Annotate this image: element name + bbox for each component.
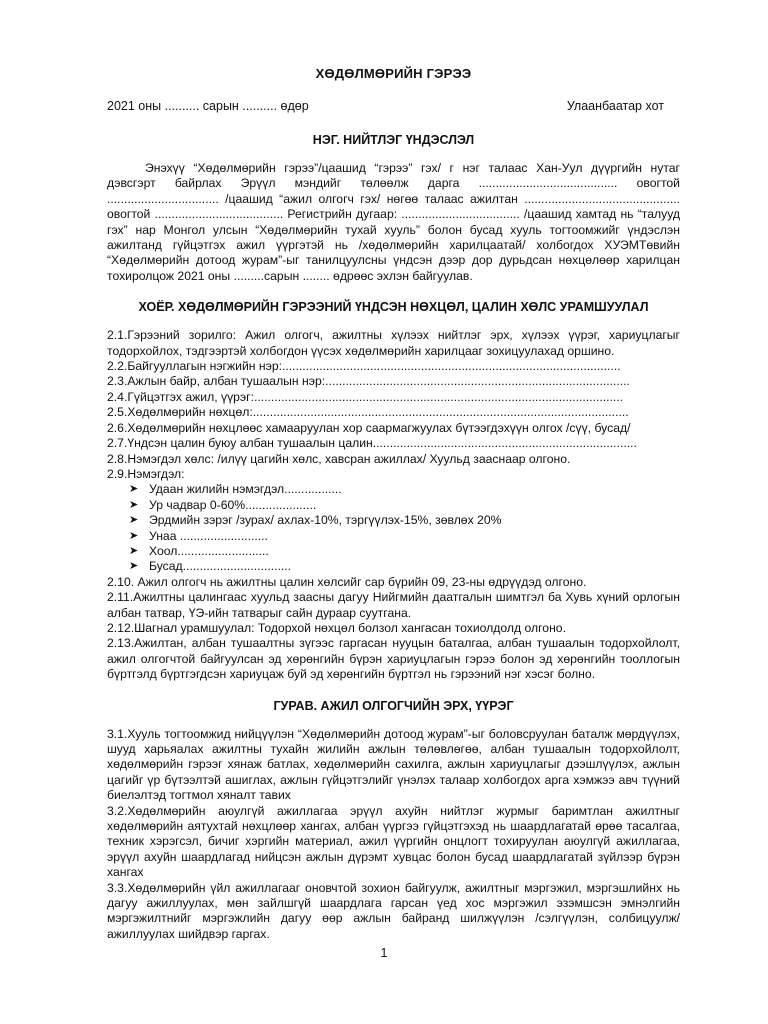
clause-2-11: 2.11.Ажилтны цалингаас хуульд заасны дагуу Нийгмийн даатгалын шимтгэл ба Хувь хүний орлогын албан татвар, ҮЭ-ийн татварыг сайн дураар суутгана. (107, 590, 680, 620)
arrow-bullet-icon: ➤ (129, 483, 139, 496)
section-3-heading: ГУРАВ. АЖИЛ ОЛГОГЧИЙН ЭРХ, ҮҮРЭГ (273, 698, 514, 713)
date-location-row (107, 99, 680, 113)
clause-2-13: 2.13.Ажилтан, албан тушаалтны зүгээс гаргасан нууцын баталгаа, албан тушаалын тодорхойлолт, ажил олгогчтой байгуулсан эд хөрөнгийн бүрэн хариуцлагын гэрээ болон эд хөрөнгийн тооллогын бүртгэлд бүртгэгдсэн хариуцаж буй эд хөрөнгийн бүртгэл нь гэрээний нэг хэсэг болно. (107, 636, 680, 682)
clause-2-7: 2.7.Үндсэн цалин буюу албан тушаалын цалин.............................................................................. (107, 436, 637, 451)
list-item: ➤ Удаан жилийн нэмэгдэл................. (129, 482, 342, 497)
clause-2-8: 2.8.Нэмэгдэл хөлс: /илүү цагийн хөлс, хавсран ажиллах/ Хуульд зааснаар олгоно. (107, 451, 571, 466)
list-item: ➤ Ур чадвар 0-60%..................... (129, 497, 317, 512)
arrow-bullet-icon: ➤ (129, 498, 139, 511)
clause-3-2: 3.2.Хөдөлмөрийн аюулгүй ажиллагаа эрүүл ахуйн нийтлэг журмыг баримтлан ажилтныг хөдөлмөрийн аятухтай нөхцлөөр хангах, албан үүргээ гүйцэтгэхэд нь шаардлагатай өрөө тасалгаа, техник хэрэгсэл, бичиг хэргийн материал, ажил үүргийн онцлогт тохируулан аюулгүй ажиллагаа, эрүүл ахуйн шаардлагад нийцсэн ажлын дүрэмт хувцас болон бусад шаардлагатай зүйлээр бүрэн хангах (107, 803, 680, 880)
list-item: ➤ Унаа .......................... (129, 528, 268, 543)
section-1-heading: НЭГ. НИЙТЛЭГ ҮНДЭСЛЭЛ (312, 133, 475, 147)
clause-2-9: 2.9.Нэмэгдэл: (107, 466, 185, 481)
section-3-body (107, 727, 680, 943)
clause-2-6: 2.6.Хөдөлмөрийн нөхцлөөс хамааруулан хор саармагжуулах бүтээгдэхүүн олгох /сүү, бусад/ (107, 420, 631, 435)
arrow-bullet-icon: ➤ (129, 560, 139, 573)
list-item: ➤ Бусад................................ (129, 559, 292, 574)
clause-2-1: 2.1.Гэрээний зорилго: Ажил олгогч, ажилтны хүлээх нийтлэг эрх, хүлээх үүрэг, хариуцлагыг тодорхойлох, тэдгээртэй холбогдон үүсэх хөдөлмөрийн харилцааг зохицуулахад оршино. (107, 328, 680, 358)
clause-3-3: 3.3.Хөдөлмөрийн үйл ажиллагааг оновчтой зохион байгуулж, ажилтныг мэргэжил, мэргэшлийнх нь дагуу ажиллуулах, мөн зайлшгүй шаардлага гарсан үед хос мэргэжил эзэмшсэн эмнэлгийн мэргэжилтнийг мэргэжлийн дагуу өөр ажлын байранд шилжүүлэн /сэлгүүлэн, солбицуулж/ ажиллуулах шийдвэр гаргах. (107, 880, 680, 941)
clause-2-10: 2.10. Ажил олгогч нь ажилтны цалин хөлсийг сар бүрийн 09, 23-ны өдрүүдэд олгоно. (107, 574, 587, 589)
arrow-bullet-icon: ➤ (129, 514, 139, 527)
list-item: ➤ Эрдмийн зэрэг /зурах/ ахлах-10%, тэргүүлэх-15%, зөвлөх 20% (129, 513, 502, 528)
clause-2-5: 2.5.Хөдөлмөрийн нөхцөл:............................................................................................................... (107, 405, 629, 420)
clause-2-3: 2.3.Ажлын байр, албан тушаалын нэр:.......................................................................................... (107, 374, 630, 389)
arrow-bullet-icon: ➤ (129, 529, 139, 542)
section-2-heading: ХОЁР. ХӨДӨЛМӨРИЙН ГЭРЭЭНИЙ ҮНДСЭН НӨХЦӨЛ, ЦАЛИН ХӨЛС УРАМШУУЛАЛ (138, 300, 649, 315)
document-title: ХӨДӨЛМӨРИЙН ГЭРЭЭ (315, 66, 472, 81)
allowance-list (107, 482, 680, 574)
arrow-bullet-icon: ➤ (129, 544, 139, 557)
page-number: 1 (380, 946, 388, 960)
clause-2-4: 2.4.Гүйцэтгэх ажил, үүрэг:............................................................................................................. (107, 389, 624, 404)
clause-3-1: 3.1.Хууль тогтоомжид нийцүүлэн “Хөдөлмөрийн дотоод журам”-ыг боловсруулан баталж мөрдүүлэх, шууд харьяалах ажилтны тухайн жилийн ажлын төлөвлөгөө, албан тушаалын тодорхойлолт, хөдөлмөрийн гэрээг хянаж батлах, хөдөлмөрийн сахилга, ажлын хариуцлагыг дээшлүүлэх, ажлын цагийг үр бүтээлтэй ашиглах, ажлын гүйцэтгэлийг үнэлэх талаар холбогдох арга хэмжээ авч түүний биелэлтэд тогтмол хяналт тавих (107, 726, 680, 803)
city-name: Улаанбаатар хот (566, 99, 664, 113)
clause-2-12: 2.12.Шагнал урамшуулал: Тодорхой нөхцөл болзол хангасан тохиолдолд олгоно. (107, 620, 566, 635)
section-1-text: Энэхүү “Хөдөлмөрийн гэрээ”/цаашид “гэрээ” гэх/ г нэг талаас Хан-Уул дүүргийн нутаг дэвсгэрт байрлах Эрүүл мэндийг төлөөлж дарга ......................................... овогтой ................................. /цаашид “ажил олгогч гэх/ нөгөө талаас ажилтан .............................................. овогтой ...................................... Регистрийн дугаар: ................................... /цаашид хамтад нь “талууд гэх” нар Монгол улсын “Хөдөлмөрийн тухай хууль” болон бусад хууль тогтоомжийг үндэслэн ажилтанд гүйцэтгэх ажил үүргэтэй нь /хөдөлмөрийн харилцаатай/ холбогдох ХУЭМТөвийн “Хөдөлмөрийн дотоод журам”-ыг танилцуулсны үндсэн дээр дор дурьдсан нөхцөлөөр харилцан тохиролцож 2021 оны .........сарын ........ өдрөөс эхлэн байгуулав. (107, 161, 680, 283)
section-2-body (107, 328, 680, 682)
date-line: 2021 оны .......... сарын .......... өдөр (107, 99, 309, 113)
list-item: ➤ Хоол........................... (129, 543, 269, 558)
clause-2-2: 2.2.Байгууллагын нэгжийн нэр:.................................................................................................... (107, 359, 621, 374)
